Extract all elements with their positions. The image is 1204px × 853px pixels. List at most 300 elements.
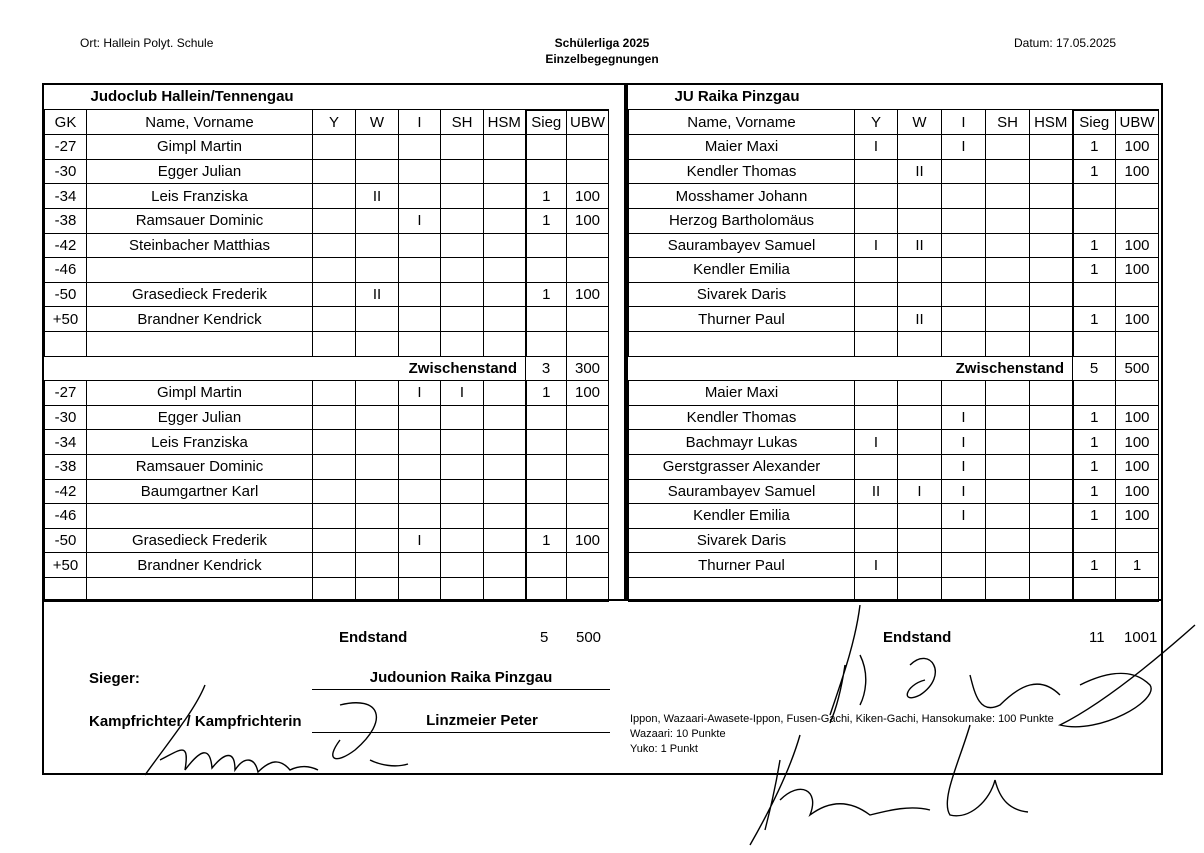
- right-cell-i: I: [942, 405, 986, 430]
- left-cell-gk: -46: [45, 258, 87, 283]
- left-cell-y: [313, 208, 356, 233]
- left-cell-w: [356, 208, 399, 233]
- right-col-header-ubw: UBW: [1116, 110, 1159, 135]
- right-cell-y: [855, 258, 898, 283]
- right-cell-name: Bachmayr Lukas: [629, 430, 855, 455]
- table-row: [45, 405, 609, 430]
- left-col-header-hsm: HSM: [484, 110, 526, 135]
- left-cell-sieg: 1: [526, 282, 567, 307]
- table-row: [629, 405, 1159, 430]
- right-cell-w: [898, 135, 942, 160]
- left-cell-y: [313, 405, 356, 430]
- left-cell-i: [399, 233, 441, 258]
- left-team-title-row: [45, 85, 609, 110]
- left-cell-name: Steinbacher Matthias: [87, 233, 313, 258]
- right-cell-sh: [986, 208, 1030, 233]
- left-cell-hsm: [484, 479, 526, 504]
- left-header-row: [45, 110, 609, 135]
- left-cell-name: Grasedieck Frederik: [87, 282, 313, 307]
- right-cell-hsm: [1030, 184, 1073, 209]
- left-cell-w: [356, 430, 399, 455]
- right-cell-w: II: [898, 233, 942, 258]
- left-cell-y: [313, 504, 356, 529]
- right-col-header-y: Y: [855, 110, 898, 135]
- left-cell-ubw: [567, 479, 609, 504]
- right-cell-sh: [986, 184, 1030, 209]
- left-cell-sieg: 1: [526, 381, 567, 406]
- left-cell-w: [356, 553, 399, 578]
- table-row: [45, 454, 609, 479]
- left-cell-name: [87, 258, 313, 283]
- right-cell-w: II: [898, 307, 942, 332]
- left-cell-hsm: [484, 159, 526, 184]
- right-cell-w: [898, 331, 942, 356]
- left-cell-ubw: [567, 135, 609, 160]
- left-cell-name: Egger Julian: [87, 159, 313, 184]
- left-cell-sieg: 1: [526, 208, 567, 233]
- right-col-header-hsm: HSM: [1030, 110, 1073, 135]
- right-cell-sh: [986, 331, 1030, 356]
- right-cell-sieg: 1: [1073, 405, 1116, 430]
- right-cell-y: [855, 208, 898, 233]
- right-cell-ubw: [1116, 528, 1159, 553]
- right-cell-name: Kendler Emilia: [629, 258, 855, 283]
- table-row: [45, 553, 609, 578]
- right-cell-i: [942, 233, 986, 258]
- left-cell-gk: +50: [45, 553, 87, 578]
- table-row: [629, 159, 1159, 184]
- left-cell-name: Gimpl Martin: [87, 135, 313, 160]
- right-cell-ubw: 100: [1116, 479, 1159, 504]
- right-cell-name: Gerstgrasser Alexander: [629, 454, 855, 479]
- table-row: [45, 233, 609, 258]
- right-endstand-ubw: 1001: [1124, 629, 1158, 646]
- document-subtitle: Einzelbegegnungen: [545, 52, 659, 66]
- right-cell-sh: [986, 159, 1030, 184]
- left-cell-name: Baumgartner Karl: [87, 479, 313, 504]
- right-cell-sieg: 1: [1073, 135, 1116, 160]
- left-cell-sieg: [526, 454, 567, 479]
- table-row: [629, 479, 1159, 504]
- sieger-underline: [312, 689, 610, 690]
- left-cell-sh: [441, 553, 484, 578]
- left-cell-hsm: [484, 135, 526, 160]
- left-cell-ubw: [567, 430, 609, 455]
- right-cell-sieg: 1: [1073, 479, 1116, 504]
- right-cell-y: II: [855, 479, 898, 504]
- right-cell-sieg: 1: [1073, 258, 1116, 283]
- left-cell-y: [313, 184, 356, 209]
- right-cell-w: [898, 208, 942, 233]
- right-cell-hsm: [1030, 159, 1073, 184]
- right-cell-i: [942, 159, 986, 184]
- right-cell-sieg: [1073, 282, 1116, 307]
- right-cell-sieg: [1073, 528, 1116, 553]
- left-cell-i: [399, 184, 441, 209]
- table-row: [629, 233, 1159, 258]
- left-col-header-gk: GK: [45, 110, 87, 135]
- points-legend: [630, 712, 1054, 757]
- table-row: [45, 258, 609, 283]
- left-cell-sh: [441, 307, 484, 332]
- left-cell-sieg: [526, 307, 567, 332]
- right-cell-ubw: 100: [1116, 454, 1159, 479]
- right-col-header-name: Name, Vorname: [629, 110, 855, 135]
- left-cell-w: [356, 307, 399, 332]
- right-cell-sh: [986, 282, 1030, 307]
- right-cell-hsm: [1030, 307, 1073, 332]
- left-cell-y: [313, 135, 356, 160]
- left-cell-y: [313, 430, 356, 455]
- legend-line-3: Yuko: 1 Punkt: [630, 743, 698, 755]
- right-cell-i: I: [942, 504, 986, 529]
- left-cell-ubw: [567, 159, 609, 184]
- right-cell-w: [898, 553, 942, 578]
- table-row: [629, 553, 1159, 578]
- left-cell-ubw: 100: [567, 208, 609, 233]
- table-row: [629, 184, 1159, 209]
- right-cell-name: Thurner Paul: [629, 553, 855, 578]
- left-cell-ubw: [567, 233, 609, 258]
- left-cell-sh: [441, 528, 484, 553]
- right-cell-name: Sivarek Daris: [629, 282, 855, 307]
- left-cell-w: [356, 528, 399, 553]
- table-row: [45, 430, 609, 455]
- left-cell-y: [313, 454, 356, 479]
- right-cell-sh: [986, 381, 1030, 406]
- left-cell-gk: -50: [45, 528, 87, 553]
- left-zwischenstand-row: [45, 356, 609, 381]
- right-cell-w: [898, 430, 942, 455]
- right-cell-hsm: [1030, 331, 1073, 356]
- left-cell-w: [356, 135, 399, 160]
- right-cell-ubw: 100: [1116, 233, 1159, 258]
- left-cell-w: [356, 405, 399, 430]
- left-cell-w: [356, 159, 399, 184]
- right-cell-hsm: [1030, 528, 1073, 553]
- left-cell-gk: -50: [45, 282, 87, 307]
- table-row: [45, 331, 609, 356]
- left-cell-hsm: [484, 282, 526, 307]
- right-cell-y: [855, 331, 898, 356]
- left-cell-gk: -30: [45, 159, 87, 184]
- table-bottom-line: [44, 599, 1161, 601]
- left-cell-w: [356, 258, 399, 283]
- right-cell-name: Saurambayev Samuel: [629, 233, 855, 258]
- left-cell-i: [399, 282, 441, 307]
- right-team-name: JU Raika Pinzgau: [629, 85, 1159, 110]
- left-cell-sieg: [526, 479, 567, 504]
- left-cell-y: [313, 282, 356, 307]
- left-col-header-y: Y: [313, 110, 356, 135]
- left-cell-ubw: 100: [567, 381, 609, 406]
- right-cell-sh: [986, 504, 1030, 529]
- right-endstand-label: Endstand: [883, 629, 952, 646]
- right-header-row: [629, 110, 1159, 135]
- right-cell-name: Mosshamer Johann: [629, 184, 855, 209]
- right-cell-sh: [986, 135, 1030, 160]
- right-cell-i: [942, 553, 986, 578]
- right-cell-sieg: 1: [1073, 454, 1116, 479]
- table-row: [45, 208, 609, 233]
- left-cell-hsm: [484, 184, 526, 209]
- table-row: [45, 135, 609, 160]
- ort-label: Ort: Hallein Polyt. Schule: [80, 36, 214, 50]
- left-cell-hsm: [484, 233, 526, 258]
- kampfrichter-label: Kampfrichter / Kampfrichterin: [89, 713, 302, 730]
- left-cell-w: [356, 381, 399, 406]
- right-cell-y: [855, 307, 898, 332]
- left-cell-name: Leis Franziska: [87, 184, 313, 209]
- left-cell-y: [313, 479, 356, 504]
- legend-line-1: Ippon, Wazaari-Awasete-Ippon, Fusen-Gachi, Kiken-Gachi, Hansokumake: 100 Punkte: [630, 713, 1054, 725]
- left-cell-sh: [441, 454, 484, 479]
- left-cell-y: [313, 307, 356, 332]
- right-cell-w: [898, 504, 942, 529]
- left-cell-i: [399, 135, 441, 160]
- table-row: [45, 504, 609, 529]
- left-col-header-sh: SH: [441, 110, 484, 135]
- left-cell-hsm: [484, 405, 526, 430]
- left-cell-sieg: 1: [526, 528, 567, 553]
- left-cell-ubw: 100: [567, 184, 609, 209]
- right-cell-i: I: [942, 135, 986, 160]
- right-endstand-sieg: 11: [1089, 629, 1105, 646]
- right-cell-sh: [986, 307, 1030, 332]
- right-cell-name: Kendler Emilia: [629, 504, 855, 529]
- table-row: [629, 282, 1159, 307]
- right-cell-w: [898, 282, 942, 307]
- table-row: [45, 307, 609, 332]
- right-cell-ubw: [1116, 331, 1159, 356]
- right-cell-sh: [986, 405, 1030, 430]
- left-cell-i: [399, 553, 441, 578]
- right-cell-hsm: [1030, 553, 1073, 578]
- right-cell-sh: [986, 479, 1030, 504]
- right-cell-sieg: [1073, 208, 1116, 233]
- right-cell-i: I: [942, 430, 986, 455]
- left-cell-sieg: [526, 159, 567, 184]
- right-cell-sieg: 1: [1073, 430, 1116, 455]
- left-cell-sieg: 1: [526, 184, 567, 209]
- right-zwischenstand-sieg: 5: [1073, 356, 1116, 381]
- right-cell-y: [855, 528, 898, 553]
- left-cell-ubw: [567, 307, 609, 332]
- left-cell-sieg: [526, 258, 567, 283]
- left-cell-hsm: [484, 258, 526, 283]
- document-title-block: [452, 35, 752, 67]
- table-row: [629, 208, 1159, 233]
- left-cell-i: [399, 307, 441, 332]
- left-cell-name: Ramsauer Dominic: [87, 454, 313, 479]
- left-cell-y: [313, 258, 356, 283]
- left-cell-hsm: [484, 430, 526, 455]
- table-row: [629, 307, 1159, 332]
- left-team-table: [44, 85, 609, 602]
- right-cell-name: [629, 331, 855, 356]
- right-cell-i: [942, 381, 986, 406]
- left-cell-sh: [441, 282, 484, 307]
- right-cell-ubw: 100: [1116, 258, 1159, 283]
- right-cell-ubw: 100: [1116, 307, 1159, 332]
- left-cell-gk: -27: [45, 135, 87, 160]
- left-col-header-name: Name, Vorname: [87, 110, 313, 135]
- left-cell-gk: -34: [45, 430, 87, 455]
- right-zwischenstand-row: [629, 356, 1159, 381]
- right-cell-hsm: [1030, 454, 1073, 479]
- left-cell-name: Leis Franziska: [87, 430, 313, 455]
- left-cell-y: [313, 331, 356, 356]
- left-cell-sh: [441, 479, 484, 504]
- right-cell-ubw: 100: [1116, 135, 1159, 160]
- left-cell-w: II: [356, 184, 399, 209]
- left-cell-sieg: [526, 430, 567, 455]
- left-cell-hsm: [484, 553, 526, 578]
- left-cell-i: [399, 331, 441, 356]
- right-cell-y: [855, 405, 898, 430]
- right-cell-y: I: [855, 430, 898, 455]
- right-team-table: [628, 85, 1159, 602]
- right-cell-sieg: [1073, 381, 1116, 406]
- left-cell-w: II: [356, 282, 399, 307]
- right-cell-y: [855, 454, 898, 479]
- right-cell-hsm: [1030, 479, 1073, 504]
- right-team-title-row: [629, 85, 1159, 110]
- left-cell-sh: [441, 430, 484, 455]
- left-zwischenstand-ubw: 300: [567, 356, 609, 381]
- left-cell-ubw: [567, 405, 609, 430]
- right-cell-w: [898, 184, 942, 209]
- right-cell-w: [898, 381, 942, 406]
- right-cell-i: [942, 184, 986, 209]
- right-cell-name: Sivarek Daris: [629, 528, 855, 553]
- left-cell-w: [356, 233, 399, 258]
- right-cell-y: I: [855, 233, 898, 258]
- left-col-header-w: W: [356, 110, 399, 135]
- left-cell-sh: [441, 331, 484, 356]
- left-cell-y: [313, 159, 356, 184]
- right-cell-i: I: [942, 454, 986, 479]
- right-col-header-sieg: Sieg: [1073, 110, 1116, 135]
- left-cell-ubw: [567, 553, 609, 578]
- left-cell-ubw: [567, 331, 609, 356]
- left-col-header-sieg: Sieg: [526, 110, 567, 135]
- right-cell-w: [898, 258, 942, 283]
- left-cell-gk: -27: [45, 381, 87, 406]
- left-cell-sh: [441, 159, 484, 184]
- left-endstand-label: Endstand: [339, 629, 408, 646]
- right-cell-name: Herzog Bartholomäus: [629, 208, 855, 233]
- right-cell-hsm: [1030, 258, 1073, 283]
- table-row: [45, 159, 609, 184]
- right-cell-ubw: 1: [1116, 553, 1159, 578]
- left-cell-sh: [441, 233, 484, 258]
- left-team-name: Judoclub Hallein/Tennengau: [45, 85, 609, 110]
- right-cell-sh: [986, 430, 1030, 455]
- left-cell-gk: -38: [45, 208, 87, 233]
- left-cell-gk: [45, 331, 87, 356]
- left-cell-w: [356, 331, 399, 356]
- right-cell-i: [942, 331, 986, 356]
- left-cell-i: [399, 479, 441, 504]
- left-cell-sh: I: [441, 381, 484, 406]
- left-cell-sh: [441, 258, 484, 283]
- team-divider: [624, 85, 628, 601]
- left-cell-ubw: 100: [567, 528, 609, 553]
- right-cell-sieg: 1: [1073, 233, 1116, 258]
- right-cell-w: [898, 528, 942, 553]
- left-cell-sieg: [526, 331, 567, 356]
- left-zwischenstand-label: Zwischenstand: [45, 356, 526, 381]
- kampfrichter-underline: [312, 732, 610, 733]
- left-zwischenstand-sieg: 3: [526, 356, 567, 381]
- left-cell-gk: -42: [45, 233, 87, 258]
- table-row: [629, 381, 1159, 406]
- right-cell-w: [898, 454, 942, 479]
- right-cell-name: Kendler Thomas: [629, 159, 855, 184]
- right-cell-ubw: [1116, 282, 1159, 307]
- right-cell-sieg: 1: [1073, 504, 1116, 529]
- left-col-header-ubw: UBW: [567, 110, 609, 135]
- right-cell-hsm: [1030, 233, 1073, 258]
- left-cell-i: I: [399, 208, 441, 233]
- right-cell-name: Maier Maxi: [629, 135, 855, 160]
- left-col-header-i: I: [399, 110, 441, 135]
- right-col-header-sh: SH: [986, 110, 1030, 135]
- right-cell-sieg: [1073, 331, 1116, 356]
- right-cell-y: I: [855, 135, 898, 160]
- left-cell-hsm: [484, 454, 526, 479]
- left-cell-sh: [441, 184, 484, 209]
- right-cell-w: I: [898, 479, 942, 504]
- sieger-label: Sieger:: [89, 670, 140, 687]
- table-row: [45, 381, 609, 406]
- right-cell-i: [942, 282, 986, 307]
- left-cell-y: [313, 381, 356, 406]
- legend-line-2: Wazaari: 10 Punkte: [630, 728, 726, 740]
- table-row: [629, 430, 1159, 455]
- right-cell-name: Thurner Paul: [629, 307, 855, 332]
- left-cell-y: [313, 528, 356, 553]
- right-cell-sieg: 1: [1073, 159, 1116, 184]
- left-cell-hsm: [484, 381, 526, 406]
- left-cell-i: [399, 430, 441, 455]
- right-cell-sh: [986, 233, 1030, 258]
- table-row: [45, 282, 609, 307]
- right-cell-name: Kendler Thomas: [629, 405, 855, 430]
- datum-label: Datum: 17.05.2025: [1014, 36, 1117, 50]
- left-cell-name: Brandner Kendrick: [87, 307, 313, 332]
- left-cell-i: I: [399, 528, 441, 553]
- left-cell-sh: [441, 208, 484, 233]
- right-cell-sh: [986, 258, 1030, 283]
- right-cell-hsm: [1030, 208, 1073, 233]
- left-cell-w: [356, 479, 399, 504]
- left-cell-sh: [441, 135, 484, 160]
- left-cell-sieg: [526, 504, 567, 529]
- left-cell-gk: -42: [45, 479, 87, 504]
- right-cell-ubw: [1116, 381, 1159, 406]
- right-cell-i: [942, 307, 986, 332]
- left-endstand-sieg: 5: [540, 629, 549, 646]
- right-cell-hsm: [1030, 135, 1073, 160]
- right-cell-hsm: [1030, 405, 1073, 430]
- right-cell-y: [855, 504, 898, 529]
- kampfrichter-value: Linzmeier Peter: [426, 712, 538, 729]
- right-cell-i: [942, 208, 986, 233]
- table-row: [45, 479, 609, 504]
- left-cell-w: [356, 454, 399, 479]
